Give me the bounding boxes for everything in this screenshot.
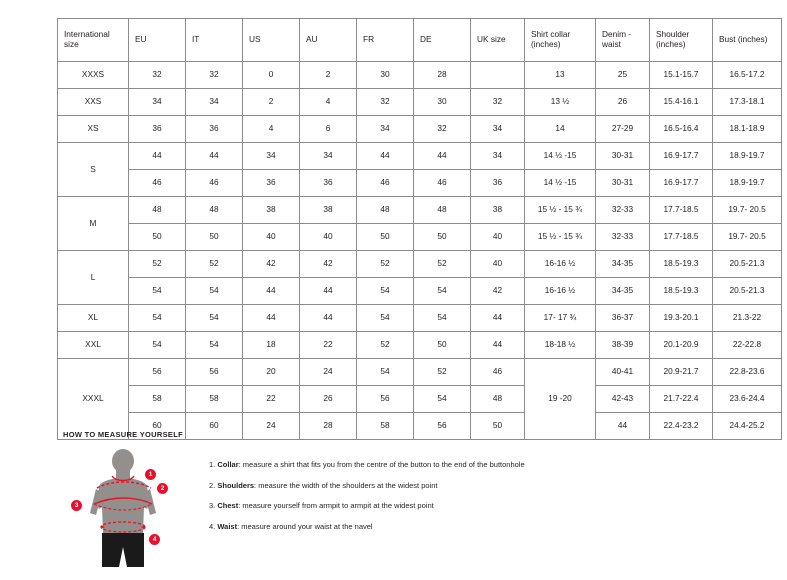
cell-collar: 19 -20: [525, 359, 596, 440]
cell-denim: 25: [596, 62, 650, 89]
cell-au: 28: [300, 413, 357, 440]
cell-shoulder: 17.7-18.5: [650, 197, 713, 224]
column-header-de: DE: [414, 19, 471, 62]
cell-us: 22: [243, 386, 300, 413]
table-row: [58, 359, 782, 386]
cell-us: 34: [243, 143, 300, 170]
cell-de: 48: [414, 197, 471, 224]
cell-uk: 50: [471, 413, 525, 440]
size-chart-table: [57, 18, 782, 440]
cell-uk: 48: [471, 386, 525, 413]
cell-it: 58: [186, 386, 243, 413]
cell-bust: 17.3-18.1: [713, 89, 782, 116]
cell-it: 46: [186, 170, 243, 197]
cell-au: 34: [300, 143, 357, 170]
table-row: [58, 386, 782, 413]
cell-international-size: XXXL: [58, 359, 129, 440]
instruction-number: 4.: [209, 521, 216, 531]
cell-de: 50: [414, 224, 471, 251]
cell-us: 38: [243, 197, 300, 224]
cell-collar: 13: [525, 62, 596, 89]
cell-bust: 23.6-24.4: [713, 386, 782, 413]
cell-bust: 20.5-21.3: [713, 278, 782, 305]
cell-shoulder: 16.9-17.7: [650, 143, 713, 170]
column-header-us: US: [243, 19, 300, 62]
cell-eu: 48: [129, 197, 186, 224]
column-header-fr: FR: [357, 19, 414, 62]
cell-de: 46: [414, 170, 471, 197]
cell-denim: 44: [596, 413, 650, 440]
table-row: [58, 332, 782, 359]
cell-denim: 34-35: [596, 251, 650, 278]
cell-eu: 32: [129, 62, 186, 89]
cell-us: 4: [243, 116, 300, 143]
cell-uk: 34: [471, 143, 525, 170]
cell-de: 54: [414, 305, 471, 332]
table-header-row: [58, 19, 782, 62]
cell-us: 40: [243, 224, 300, 251]
cell-shoulder: 15.4-16.1: [650, 89, 713, 116]
cell-denim: 30-31: [596, 170, 650, 197]
cell-eu: 54: [129, 278, 186, 305]
cell-it: 50: [186, 224, 243, 251]
cell-fr: 32: [357, 89, 414, 116]
cell-de: 56: [414, 413, 471, 440]
cell-it: 60: [186, 413, 243, 440]
cell-denim: 36-37: [596, 305, 650, 332]
cell-international-size: XL: [58, 305, 129, 332]
cell-fr: 52: [357, 251, 414, 278]
cell-us: 20: [243, 359, 300, 386]
table-row: [58, 251, 782, 278]
cell-collar: 13 ½: [525, 89, 596, 116]
cell-collar: 16-16 ½: [525, 251, 596, 278]
cell-de: 52: [414, 359, 471, 386]
cell-de: 52: [414, 251, 471, 278]
cell-collar: 16-16 ½: [525, 278, 596, 305]
cell-shoulder: 17.7-18.5: [650, 224, 713, 251]
cell-de: 44: [414, 143, 471, 170]
cell-fr: 50: [357, 224, 414, 251]
cell-denim: 40-41: [596, 359, 650, 386]
how-to-measure-section: [57, 430, 757, 575]
how-to-measure-title: HOW TO MEASURE YOURSELF: [63, 430, 183, 439]
cell-us: 36: [243, 170, 300, 197]
cell-uk: 40: [471, 224, 525, 251]
column-header-it: IT: [186, 19, 243, 62]
cell-bust: 22-22.8: [713, 332, 782, 359]
cell-au: 22: [300, 332, 357, 359]
cell-au: 6: [300, 116, 357, 143]
cell-collar: 14: [525, 116, 596, 143]
cell-au: 38: [300, 197, 357, 224]
cell-denim: 32-33: [596, 224, 650, 251]
cell-international-size: S: [58, 143, 129, 197]
column-header-eu: EU: [129, 19, 186, 62]
cell-fr: 54: [357, 305, 414, 332]
instruction-term: Shoulders: [217, 480, 255, 490]
marker-2: 2: [157, 483, 168, 494]
cell-it: 54: [186, 332, 243, 359]
table-row: [58, 116, 782, 143]
cell-de: 32: [414, 116, 471, 143]
cell-us: 24: [243, 413, 300, 440]
cell-eu: 46: [129, 170, 186, 197]
cell-bust: 18.9-19.7: [713, 143, 782, 170]
cell-collar: 15 ½ - 15 ¾: [525, 197, 596, 224]
cell-eu: 60: [129, 413, 186, 440]
cell-collar: 17- 17 ¾: [525, 305, 596, 332]
instruction-number: 3.: [209, 501, 216, 510]
cell-au: 42: [300, 251, 357, 278]
cell-collar: 18-18 ½: [525, 332, 596, 359]
instruction-term: Collar: [217, 460, 239, 469]
table-row: [58, 62, 782, 89]
cell-bust: 22.8-23.6: [713, 359, 782, 386]
cell-au: 44: [300, 305, 357, 332]
cell-denim: 27-29: [596, 116, 650, 143]
cell-bust: 24.4-25.2: [713, 413, 782, 440]
cell-fr: 58: [357, 413, 414, 440]
cell-shoulder: 20.9-21.7: [650, 359, 713, 386]
cell-bust: 19.7- 20.5: [713, 197, 782, 224]
column-header-uk-size: UK size: [471, 19, 525, 62]
cell-bust: 18.1-18.9: [713, 116, 782, 143]
cell-eu: 44: [129, 143, 186, 170]
cell-uk: 46: [471, 359, 525, 386]
cell-eu: 54: [129, 332, 186, 359]
cell-uk: 34: [471, 116, 525, 143]
instruction-item-chest: [209, 502, 525, 510]
cell-shoulder: 18.5-19.3: [650, 278, 713, 305]
cell-eu: 34: [129, 89, 186, 116]
cell-shoulder: 21.7-22.4: [650, 386, 713, 413]
cell-denim: 42-43: [596, 386, 650, 413]
cell-de: 28: [414, 62, 471, 89]
cell-eu: 56: [129, 359, 186, 386]
cell-international-size: XXS: [58, 89, 129, 116]
marker-1: 1: [145, 469, 156, 480]
cell-fr: 52: [357, 332, 414, 359]
cell-uk: 38: [471, 197, 525, 224]
cell-eu: 54: [129, 305, 186, 332]
cell-denim: 26: [596, 89, 650, 116]
cell-it: 52: [186, 251, 243, 278]
cell-it: 56: [186, 359, 243, 386]
cell-au: 44: [300, 278, 357, 305]
cell-denim: 30-31: [596, 143, 650, 170]
cell-us: 44: [243, 305, 300, 332]
cell-uk: 42: [471, 278, 525, 305]
table-row: [58, 170, 782, 197]
cell-eu: 36: [129, 116, 186, 143]
cell-fr: 54: [357, 278, 414, 305]
cell-shoulder: 19.3-20.1: [650, 305, 713, 332]
cell-uk: [471, 62, 525, 89]
how-to-measure-body: [57, 447, 757, 575]
table-body: [58, 62, 782, 440]
cell-fr: 30: [357, 62, 414, 89]
cell-de: 50: [414, 332, 471, 359]
cell-us: 18: [243, 332, 300, 359]
cell-international-size: XXL: [58, 332, 129, 359]
column-header-au: AU: [300, 19, 357, 62]
cell-us: 44: [243, 278, 300, 305]
instruction-text: : measure the width of the shoulders at the widest point: [254, 480, 438, 490]
cell-bust: 19.7- 20.5: [713, 224, 782, 251]
instruction-text: : measure around your waist at the navel: [237, 521, 373, 531]
table-row: [58, 89, 782, 116]
cell-it: 44: [186, 143, 243, 170]
cell-international-size: XS: [58, 116, 129, 143]
table-header: [58, 19, 782, 62]
marker-4: 4: [149, 534, 160, 545]
table-row: [58, 143, 782, 170]
instruction-text: : measure a shirt that fits you from the centre of the button to the end of the buttonhole: [238, 460, 525, 469]
cell-collar: 14 ½ -15: [525, 143, 596, 170]
cell-uk: 44: [471, 332, 525, 359]
column-header-shoulder: Shoulder (inches): [650, 19, 713, 62]
cell-uk: 32: [471, 89, 525, 116]
cell-fr: 48: [357, 197, 414, 224]
cell-au: 4: [300, 89, 357, 116]
cell-eu: 50: [129, 224, 186, 251]
marker-3: 3: [71, 500, 82, 511]
cell-bust: 18.9-19.7: [713, 170, 782, 197]
cell-fr: 34: [357, 116, 414, 143]
instruction-text: : measure yourself from armpit to armpit at the widest point: [238, 501, 434, 510]
instruction-item-waist: [209, 523, 525, 531]
cell-uk: 44: [471, 305, 525, 332]
cell-denim: 38-39: [596, 332, 650, 359]
cell-collar: 14 ½ -15: [525, 170, 596, 197]
instruction-term: Waist: [217, 521, 238, 531]
instruction-term: Chest: [217, 501, 239, 510]
cell-eu: 52: [129, 251, 186, 278]
cell-uk: 40: [471, 251, 525, 278]
cell-de: 30: [414, 89, 471, 116]
cell-shoulder: 18.5-19.3: [650, 251, 713, 278]
cell-bust: 16.5-17.2: [713, 62, 782, 89]
cell-de: 54: [414, 278, 471, 305]
cell-us: 0: [243, 62, 300, 89]
cell-it: 54: [186, 305, 243, 332]
column-header-shirt-collar: Shirt collar (inches): [525, 19, 596, 62]
cell-au: 36: [300, 170, 357, 197]
column-header-denim-waist: Denim - waist: [596, 19, 650, 62]
instruction-number: 1.: [209, 460, 216, 469]
cell-denim: 32-33: [596, 197, 650, 224]
cell-uk: 36: [471, 170, 525, 197]
cell-au: 26: [300, 386, 357, 413]
cell-international-size: M: [58, 197, 129, 251]
cell-it: 36: [186, 116, 243, 143]
table-row: [58, 197, 782, 224]
instruction-item-collar: [209, 461, 525, 469]
table-row: [58, 305, 782, 332]
cell-international-size: XXXS: [58, 62, 129, 89]
cell-it: 32: [186, 62, 243, 89]
cell-shoulder: 22.4-23.2: [650, 413, 713, 440]
body-figure-illustration: [71, 447, 191, 575]
measure-instructions-list: [209, 447, 525, 543]
cell-shoulder: 16.9-17.7: [650, 170, 713, 197]
table-row: [58, 278, 782, 305]
cell-au: 2: [300, 62, 357, 89]
cell-bust: 20.5-21.3: [713, 251, 782, 278]
cell-fr: 44: [357, 143, 414, 170]
cell-it: 48: [186, 197, 243, 224]
cell-au: 24: [300, 359, 357, 386]
cell-de: 54: [414, 386, 471, 413]
cell-denim: 34-35: [596, 278, 650, 305]
cell-au: 40: [300, 224, 357, 251]
cell-shoulder: 16.5-16.4: [650, 116, 713, 143]
cell-us: 42: [243, 251, 300, 278]
cell-it: 54: [186, 278, 243, 305]
cell-fr: 54: [357, 359, 414, 386]
instruction-number: 2.: [209, 480, 216, 490]
cell-eu: 58: [129, 386, 186, 413]
cell-shoulder: 15.1-15.7: [650, 62, 713, 89]
cell-fr: 56: [357, 386, 414, 413]
instruction-item-shoulders: [209, 482, 525, 490]
torso-diagram-svg: [71, 447, 191, 575]
cell-us: 2: [243, 89, 300, 116]
cell-it: 34: [186, 89, 243, 116]
column-header-bust: Bust (inches): [713, 19, 782, 62]
cell-collar: 15 ½ - 15 ¾: [525, 224, 596, 251]
cell-bust: 21.3-22: [713, 305, 782, 332]
cell-shoulder: 20.1-20.9: [650, 332, 713, 359]
table-row: [58, 224, 782, 251]
column-header-international-size: International size: [58, 19, 129, 62]
cell-international-size: L: [58, 251, 129, 305]
cell-fr: 46: [357, 170, 414, 197]
